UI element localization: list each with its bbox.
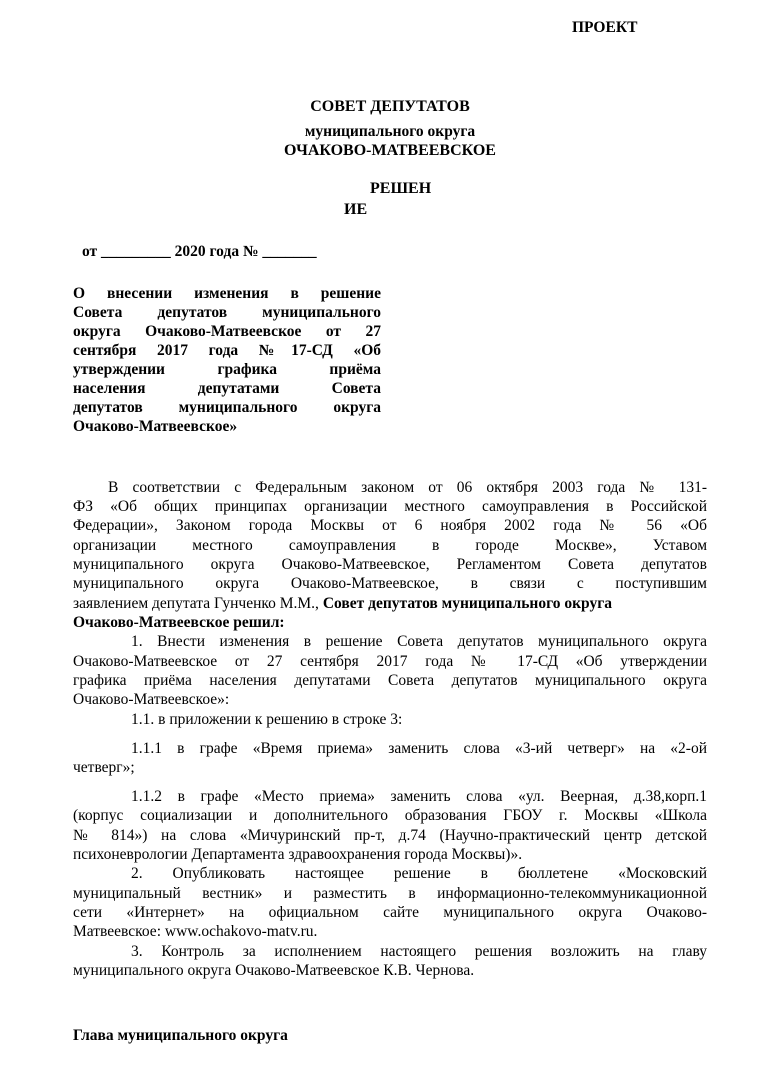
item2-line: сети «Интернет» на официальном сайте муниципального округа Очаково- [73, 904, 707, 921]
item1-line: графика приёма населения депутатами Совета депутатов муниципального округа [73, 672, 707, 689]
subject-line: О внесении изменения в решение [73, 285, 381, 302]
subject-line: округа Очаково-Матвеевское от 27 [73, 323, 381, 340]
subject-line: Совета депутатов муниципального [73, 304, 381, 321]
council-title: СОВЕТ ДЕПУТАТОВ [310, 98, 470, 115]
item3-line: 3. Контроль за исполнением настоящего решения возложить на главу [131, 943, 707, 960]
item3-line: муниципального округа Очаково-Матвеевское К.В. Чернова. [73, 962, 475, 979]
item1-1: 1.1. в приложении к решению в строке 3: [131, 711, 403, 728]
subject-line: сентября 2017 года №17-СД «Об [73, 342, 381, 359]
item1-line: Очаково-Матвеевское»: [73, 691, 230, 708]
subject-line: Очаково-Матвеевское» [73, 418, 238, 435]
subject-line: утверждении графика приёма [73, 361, 381, 378]
decision-title-part2: ИЕ [344, 201, 368, 218]
preamble-line: муниципального округа Очаково-Матвеевское, Регламентом Совета депутатов [73, 556, 707, 573]
item2-line: 2. Опубликовать настоящее решение в бюллетене «Московский [131, 865, 707, 882]
item1-1-1-line: четверг»; [73, 759, 135, 776]
subject-line: населения депутатами Совета [73, 380, 381, 397]
preamble-bold: Совет депутатов муниципального округа [322, 595, 613, 612]
item2-line: муниципальный вестник» и разместить в информационно-телекоммуникационной [73, 885, 707, 902]
signature-title: Глава муниципального округа [73, 1027, 288, 1044]
date-line: от _________ 2020 года № _______ [82, 243, 317, 260]
preamble-line: В соответствии с Федеральным законом от 06 октября 2003 года № 131- [108, 479, 707, 496]
item1-line: Очаково-Матвеевское от 27 сентября 2017 года № 17-СД «Об утверждении [73, 653, 707, 670]
subject-line: депутатов муниципального округа [73, 399, 381, 416]
preamble-tail-text: заявлением депутата Гунченко М.М., [73, 595, 319, 612]
preamble-bold-end: Очаково-Матвеевское решил: [73, 614, 285, 631]
item1-1-2-line: (корпус социализации и дополнительного образования ГБОУ г. Москвы «Школа [73, 807, 707, 824]
item1-line: 1. Внести изменения в решение Совета депутатов муниципального округа [131, 633, 707, 650]
preamble-tail [73, 594, 707, 613]
item2-line: Матвеевское: www.ochakovo-matv.ru. [73, 923, 318, 940]
preamble-line: ФЗ «Об общих принципах организации местного самоуправления в Российской [73, 498, 707, 515]
subject-block [73, 284, 381, 436]
item1-1-1-line: 1.1.1 в графе «Время приема» заменить слова «3-ий четверг» на «2-ой [131, 740, 707, 757]
item1-1-2-line: психоневрологии Департамента здравоохранения города Москвы)». [73, 846, 523, 863]
preamble-line: организации местного самоуправления в городе Москве», Уставом [73, 537, 707, 554]
preamble-line: муниципального округа Очаково-Матвеевское, в связи с поступившим [73, 575, 707, 592]
item1-1-2-line: № 814») на слова «Мичуринский пр-т, д.74 (Научно-практический центр детской [73, 827, 707, 844]
decision-title-part1: РЕШЕН [370, 180, 432, 197]
district-name: ОЧАКОВО-МАТВЕЕВСКОЕ [284, 142, 496, 159]
item1-1-2-line: 1.1.2 в графе «Место приема» заменить слова «ул. Веерная, д.38,корп.1 [131, 788, 707, 805]
preamble-line: Федерации», Законом города Москвы от 6 ноября 2002 года № 56 «Об [73, 517, 707, 534]
district-type: муниципального округа [304, 123, 476, 140]
draft-label: ПРОЕКТ [572, 19, 638, 36]
